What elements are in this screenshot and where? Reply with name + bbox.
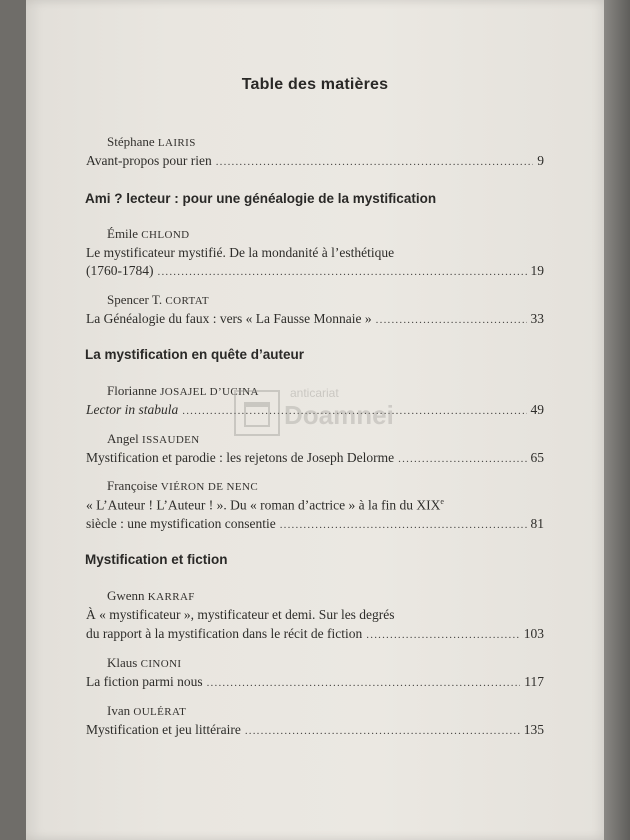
toc-entry-line: siècle : une mystification consentie ..... 81 bbox=[86, 516, 544, 532]
section-heading: Mystification et fiction bbox=[85, 552, 228, 567]
page-number: 103 bbox=[523, 626, 544, 641]
toc-author: Gwenn KARRAF bbox=[107, 588, 195, 603]
toc-entry-line: Mystification et parodie : les rejetons de Joseph Delorme ..... 65 bbox=[86, 450, 544, 466]
toc-entry-line: Mystification et jeu littéraire ..... 135 bbox=[86, 722, 544, 738]
page-number: 9 bbox=[537, 153, 544, 168]
toc-entry-line: Lector in stabula ..... 49 bbox=[86, 402, 544, 418]
watermark-small-text: anticariat bbox=[290, 386, 339, 400]
toc-entry-line: À « mystificateur », mystificateur et demi. Sur les degrés bbox=[86, 607, 395, 622]
toc-entry-line: Avant-propos pour rien ..... 9 bbox=[86, 153, 544, 169]
toc-entry-line: Le mystificateur mystifié. De la mondanité à l’esthétique bbox=[86, 245, 395, 260]
toc-entry-line: La Généalogie du faux : vers « La Fausse Monnaie » ..... 33 bbox=[86, 311, 544, 327]
toc-author: Françoise VIÉRON DE NENC bbox=[107, 478, 259, 493]
toc-author: Émile CHLOND bbox=[107, 226, 190, 241]
section-heading: La mystification en quête d’auteur bbox=[85, 347, 305, 362]
page-number: 19 bbox=[530, 263, 544, 278]
toc-author: Stéphane LAIRIS bbox=[107, 134, 196, 149]
toc-entry-line: (1760-1784) ..... 19 bbox=[86, 263, 544, 279]
page-number: 49 bbox=[530, 402, 544, 417]
page-title: Table des matières bbox=[241, 76, 389, 93]
toc-author: Angel ISSAUDEN bbox=[107, 431, 200, 446]
toc-entry-line: La fiction parmi nous ..... 117 bbox=[86, 674, 544, 690]
page-number: 135 bbox=[523, 722, 544, 737]
toc-author: Ivan OULÉRAT bbox=[107, 703, 187, 718]
toc-author: Klaus CINONI bbox=[107, 655, 182, 670]
page-number: 65 bbox=[530, 450, 544, 465]
toc-entry-line: « L’Auteur ! L’Auteur ! ». Du « roman d’actrice » à la fin du XIXe bbox=[86, 497, 444, 513]
page-edge-shadow bbox=[604, 0, 630, 840]
page-number: 81 bbox=[530, 516, 544, 531]
watermark-big-text: Doamnei bbox=[284, 400, 394, 430]
section-heading: Ami ? lecteur : pour une généalogie de la mystification bbox=[85, 191, 437, 206]
page-number: 117 bbox=[524, 674, 544, 689]
page-number: 33 bbox=[530, 311, 544, 326]
toc-author: Spencer T. CORTAT bbox=[107, 292, 210, 307]
toc-author: Florianne JOSAJEL D’UCINA bbox=[107, 383, 259, 398]
toc-entry-line: du rapport à la mystification dans le récit de fiction ..... 103 bbox=[86, 626, 544, 642]
book-icon bbox=[244, 402, 270, 427]
watermark-logo bbox=[234, 382, 404, 438]
